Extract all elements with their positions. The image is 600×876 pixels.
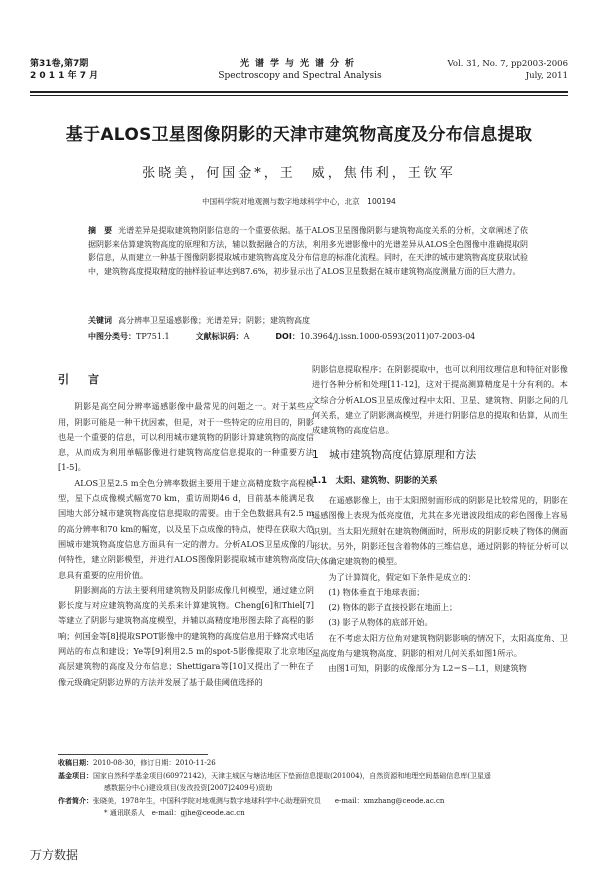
received-label: 收稿日期：: [58, 759, 93, 767]
clc-label: 中图分类号：: [88, 332, 136, 341]
affiliation: 中国科学院对地观测与数字地球科学中心，北京 100194: [202, 197, 396, 206]
footnotes: [58, 757, 568, 820]
volume-pages: [448, 58, 568, 82]
abstract-label: 摘 要: [88, 226, 113, 235]
footnote-rule: [58, 754, 208, 755]
doi-value: 10.3964/j.issn.1000-0593(2011)07-2003-04: [299, 332, 476, 341]
subsection-heading-1-1: 1.1 太阳、建筑物、阴影的关系: [312, 475, 438, 486]
month-year-line: July, 2011: [525, 71, 568, 81]
section-heading-1: 1 城市建筑物高度估算原理和方法: [312, 449, 477, 462]
section-heading-intro: 引 言: [58, 373, 103, 386]
journal-name-cn: 光谱学与光谱分析: [239, 59, 360, 69]
date-line: 2 0 1 1 年 7 月: [30, 71, 99, 81]
header-rule-thick: [30, 91, 568, 93]
condition-item: (1) 物体垂直于地球表面；: [328, 586, 425, 597]
fund-label: 基金项目：: [58, 771, 93, 780]
paper-authors: 张晓美，何国金*，王 威，焦伟利，王钦军: [142, 166, 456, 181]
intro-continuation: 阴影信息提取程序；在阴影提取中，也可以利用纹理信息和特征对影像进行各种分析和处理[11-12]，这对于提高测算精度是十分有利的。本文综合分析ALOS卫星成像过程中太阳、卫星、建筑物、阴影之间的几何关系，建立了阴影测高模型，并进行阴影信息的提取和估算，从而生成建筑物的高度信息。: [312, 364, 568, 436]
watermark: 万方数据: [30, 848, 79, 862]
abstract-text: 光谱差异是提取建筑物阴影信息的一个重要依据。基于ALOS卫星图像阴影与建筑物高度关系的分析，文章阐述了依据阴影来估算建筑物高度的原理和方法，辅以数据融合的方法，利用多光谱影像中的光谱差异从ALOS全色图像中准确提取阴影信息，从而建立一种基于图像阴影提取城市建筑物高度及分布信息的标准化流程。同时，在天津的城市建筑物高度获取试验中，建筑物高度提取精度的抽样验证率达到87.6%，初步显示出了ALOS卫星数据在城市建筑物高度测量方面的巨大潜力。: [88, 226, 529, 276]
funding: [58, 770, 568, 783]
author-bio-text: 张晓美，1978年生，中国科学院对地观测与数字地球科学中心助理研究员 e-mail：xmzhang@ceode.ac.cn: [93, 796, 445, 805]
journal-name: [180, 58, 420, 82]
abstract: [88, 224, 528, 278]
doc-code-label: 文献标识码：: [195, 332, 244, 341]
received-date: [58, 757, 568, 770]
body-paragraph: 在不考虑太阳方位角对建筑物阴影影响的情况下，太阳高度角、卫星高度角与建筑物高度、阴影的相对几何关系如图1所示。: [312, 632, 568, 659]
header-rule-thin: [30, 95, 568, 96]
keywords-text: 高分辨率卫星遥感影像；光谱差异；阴影；建筑物高度: [118, 316, 310, 325]
body-paragraph: 在遥感影像上，由于太阳照射面形成的阴影是比较常见的，阴影在遥感图像上表现为低亮度值，尤其在多光谱波段组成的彩色图像上容易识别。当太阳光照射在建筑物侧面时，所形成的阴影反映了物体的侧面形状。另外，阴影还包含着物体的三维信息，通过阴影的特征分析可以大体确定建筑物的模型。: [312, 495, 568, 567]
intro-paragraph: ALOS卫星2.5 m全色分辨率数据主要用于建立高精度数字高程模型，星下点成像模式幅宽70 km，重访周期46 d，目前基本能满足我国地大部分城市建筑物高度信息提取的需要。由于全色数据具有2.5 m的高分辨率和70 km的幅宽，以及星下点成像的特点，使得在获取大范围城市建筑物高度信息方面具有一定的潜力。分析ALOS卫星成像的几何特性，建立阴影模型，并进行ALOS图像阴影提取城市建筑物高度信息具有重要的应用价值。: [58, 477, 314, 580]
corresponding-author: * 通讯联系人 e-mail：gjhe@ceode.ac.cn: [104, 809, 245, 817]
keywords-label: 关键词: [88, 316, 112, 325]
left-column: [58, 362, 314, 690]
body-paragraph: 为了计算简化，假定如下条件是成立的：: [328, 571, 476, 582]
author-bio-label: 作者简介：: [58, 796, 93, 805]
intro-paragraph: 阴影是高空间分辨率遥感影像中最常见的问题之一。对于某些应用，阴影可能是一种干扰因素，但是，对于一些特定的应用目的，阴影也是一个重要的信息，可以利用城市建筑物的阴影计算建筑物的高度信息，从而成为利用单幅影像进行建筑物高度信息提取的一种重要方法[1-5]。: [58, 401, 314, 473]
funding-continued: 感数据分中心)建设项目(发改投资[2007]2409号)资助: [104, 784, 273, 792]
right-column: [312, 362, 568, 677]
classification-line: [88, 330, 548, 343]
received-text: 2010-08-30，修订日期：2010-11-26: [93, 759, 216, 767]
volume-issue: [30, 58, 98, 82]
condition-item: (3) 影子从物体的底部开始。: [328, 617, 433, 628]
intro-paragraph: 阴影测高的方法主要利用建筑物及阴影成像几何模型，通过建立阴影长度与对应建筑物高度的关系来计算建筑物。Cheng[6]和Thiel[7]等建立了阴影与建筑物高度模型，并辅以高精度地形图去除了高程的影响；何国金等[8]提取SPOT影像中的建筑物的高度信息用于蜂窝式电话网站的布点和建设；Ye等[9]利用2.5 m的spot-5影像提取了北京地区高层建筑物的高度及分布信息；Shettigara等[10]又提出了一种在子像元级确定阴影边界的方法并发展了基于最佳阈值选择的: [58, 584, 314, 687]
condition-item: (2) 物体的影子直接投影在地面上；: [328, 602, 458, 613]
clc-value: TP751.1: [136, 332, 170, 341]
fund-text: 国家自然科学基金项目(60972142)，天津主城区与塘沽地区下垫面信息提取(201004)，自然资源和地理空间基础信息库(卫星遥: [93, 771, 492, 780]
doi-label: DOI：: [275, 332, 300, 341]
volume-pages-line: Vol. 31, No. 7, pp2003-2006: [447, 59, 568, 69]
body-paragraph: 由图1可知，阴影的成像部分为 L2＝S－L1，则建筑物: [328, 663, 527, 674]
paper-title: 基于ALOS卫星图像阴影的天津市建筑物高度及分布信息提取: [65, 125, 533, 145]
journal-name-en: Spectroscopy and Spectral Analysis: [218, 71, 382, 81]
doc-code-value: A: [243, 332, 250, 341]
volume-line: 第31卷,第7期: [30, 59, 89, 69]
keywords: [88, 314, 528, 327]
author-bio: [58, 795, 568, 808]
